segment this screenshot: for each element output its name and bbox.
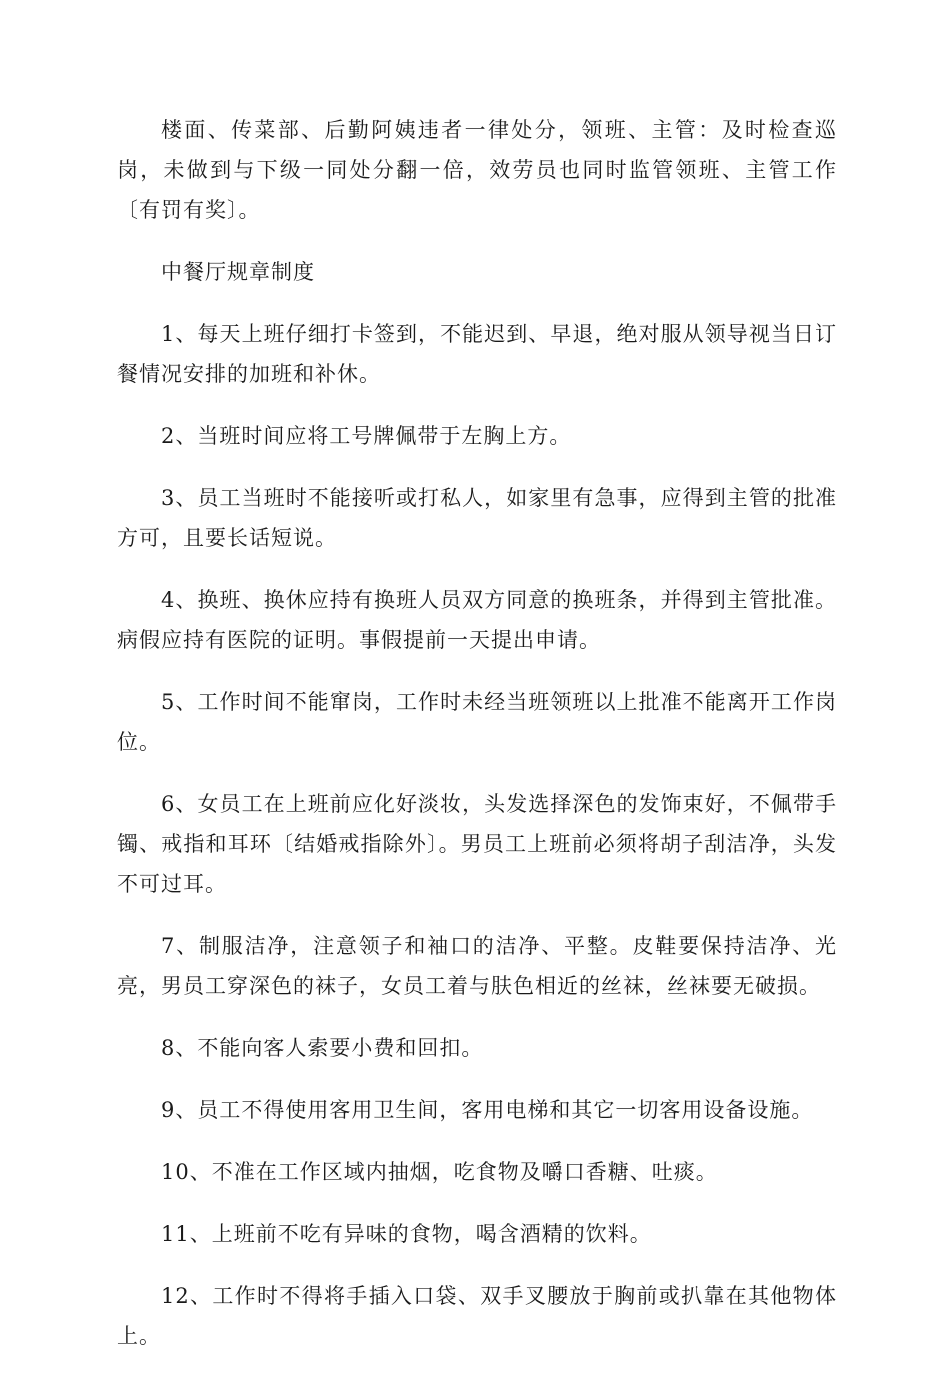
rule-item-1: 1、每天上班仔细打卡签到，不能迟到、早退，绝对服从领导视当日订餐情况安排的加班和补休。	[117, 322, 837, 386]
rule-item-2: 2、当班时间应将工号牌佩带于左胸上方。	[161, 424, 572, 448]
rule-item-7: 7、制服洁净，注意领子和袖口的洁净、平整。皮鞋要保持洁净、光亮，男员工穿深色的袜子，女员工着与肤色相近的丝袜，丝袜要无破损。	[117, 934, 837, 998]
rule-item-6: 6、女员工在上班前应化好淡妆，头发选择深色的发饰束好，不佩带手镯、戒指和耳环〔结婚戒指除外〕。男员工上班前必须将胡子刮洁净，头发不可过耳。	[117, 792, 837, 896]
rule-item-8: 8、不能向客人索要小费和回扣。	[161, 1036, 484, 1060]
rule-item-11: 11、上班前不吃有异味的食物，喝含酒精的饮料。	[161, 1222, 652, 1246]
rule-item-5: 5、工作时间不能窜岗，工作时未经当班领班以上批准不能离开工作岗位。	[117, 690, 837, 754]
rule-item-10: 10、不准在工作区域内抽烟，吃食物及嚼口香糖、吐痰。	[161, 1160, 718, 1184]
paragraph-intro: 楼面、传菜部、后勤阿姨违者一律处分，领班、主管：及时检查巡岗，未做到与下级一同处分翻一倍，效劳员也同时监管领班、主管工作〔有罚有奖〕。	[117, 118, 837, 222]
rule-item-12: 12、工作时不得将手插入口袋、双手叉腰放于胸前或扒靠在其他物体上。	[117, 1284, 837, 1348]
rule-item-3: 3、员工当班时不能接听或打私人，如家里有急事，应得到主管的批准方可，且要长话短说。	[117, 486, 837, 550]
document-body	[117, 110, 837, 1378]
section-heading: 中餐厅规章制度	[161, 260, 315, 284]
rule-item-4: 4、换班、换休应持有换班人员双方同意的换班条，并得到主管批准。病假应持有医院的证明。事假提前一天提出申请。	[117, 588, 837, 652]
rule-item-9: 9、员工不得使用客用卫生间，客用电梯和其它一切客用设备设施。	[161, 1098, 814, 1122]
